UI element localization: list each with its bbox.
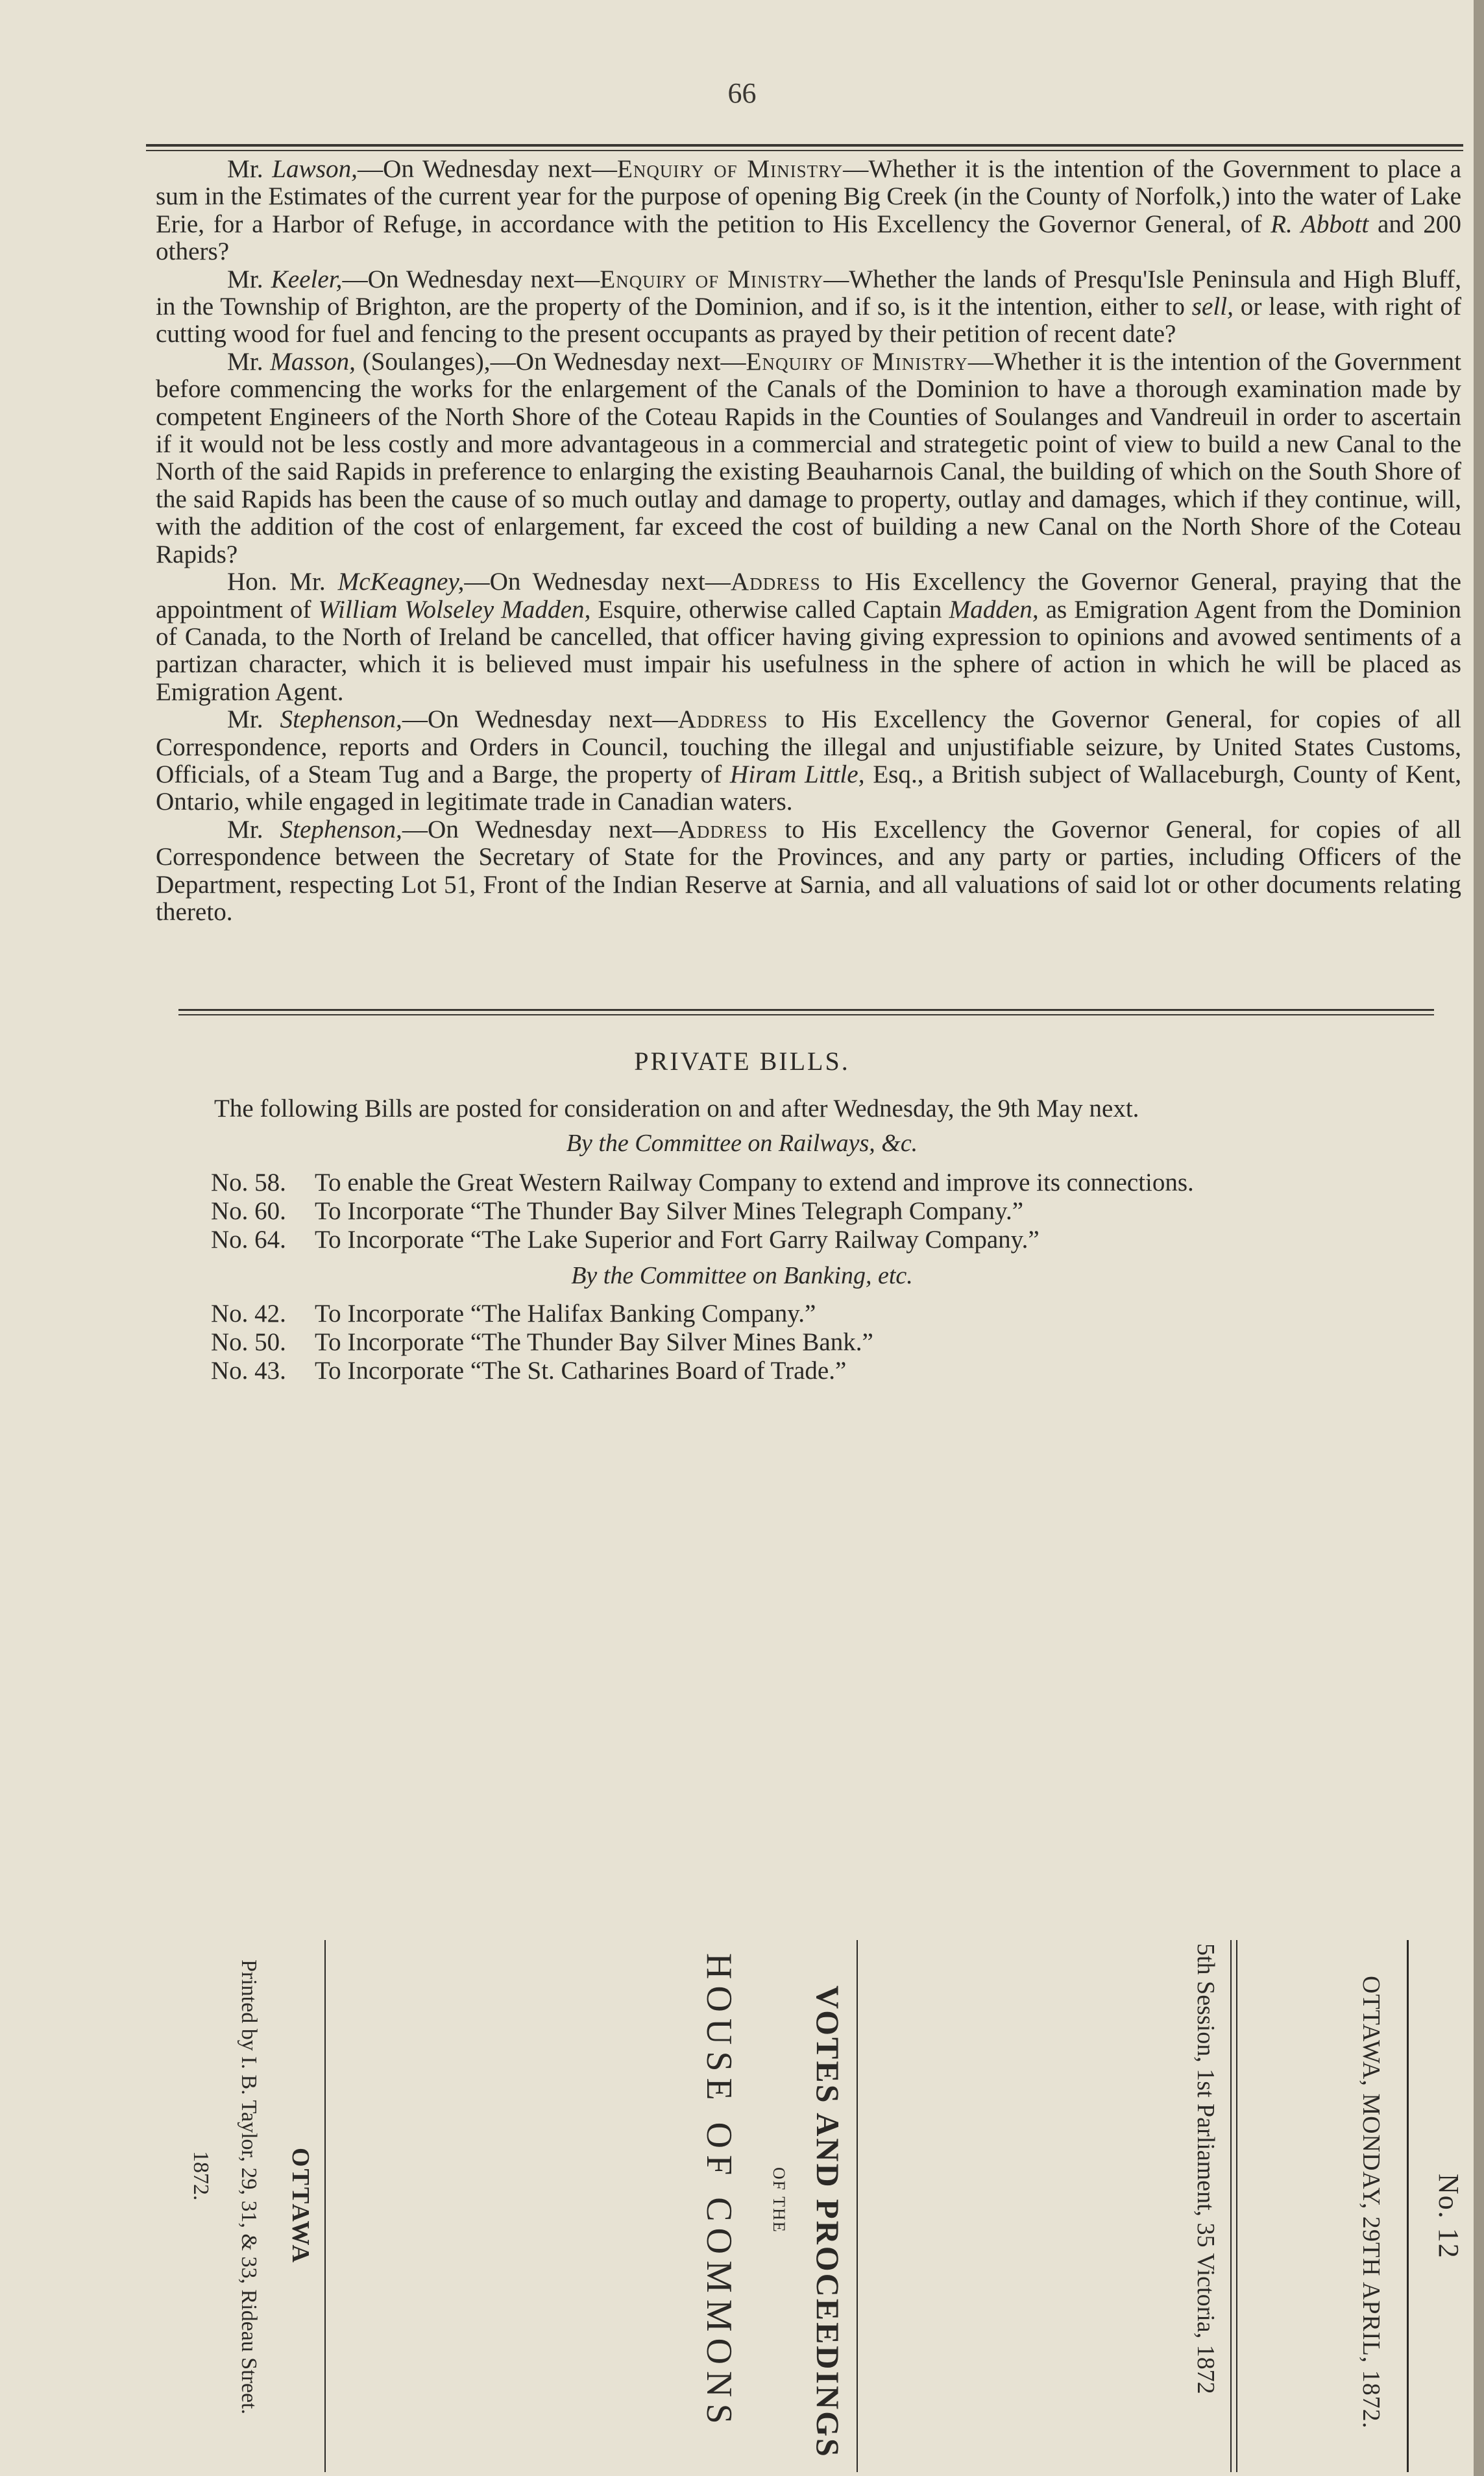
page-edge: [1474, 0, 1484, 2476]
bill-entry: No. 43. To Incorporate “The St. Catharines Board of Trade.”: [211, 1357, 847, 1385]
notices-of-motion: [156, 156, 1461, 926]
publication-title: VOTES AND PROCEEDINGS: [810, 1985, 846, 2458]
spine-rule: [324, 1940, 326, 2472]
house-of-commons-title: HOUSE OF COMMONS: [699, 1953, 739, 2431]
publication-of-the: OF THE: [770, 2167, 788, 2233]
bill-entry: No. 50. To Incorporate “The Thunder Bay Silver Mines Bank.”: [211, 1328, 873, 1356]
private-bills-intro: The following Bills are posted for consideration on and after Wednesday, the 9th May next.: [214, 1095, 1139, 1123]
section-rule: [178, 1009, 1434, 1015]
issue-date: OTTAWA, MONDAY, 29TH APRIL, 1872.: [1357, 1976, 1385, 2429]
bill-entry: No. 60. To Incorporate “The Thunder Bay Silver Mines Telegraph Company.”: [211, 1197, 1023, 1225]
issue-number: No. 12: [1433, 2174, 1465, 2259]
motion: Mr. Keeler,—On Wednesday next—Enquiry of Ministry—Whether the lands of Presqu'Isle Peninsula and High Bluff, in the Township of Brighton, are the property of the Dominion, and if so, is it the intention, either to sell, or lease, with right of cutting wood for fuel and fencing to the present occupants as prayed by their petition of recent date?: [156, 265, 1462, 348]
bill-entry: No. 42. To Incorporate “The Halifax Banking Company.”: [211, 1300, 816, 1328]
session-info: 5th Session, 1st Parliament, 35 Victoria, 1872: [1192, 1943, 1219, 2394]
spine-rule: [1407, 1940, 1409, 2472]
bill-entry: No. 58. To enable the Great Western Railway Company to extend and improve its connections.: [211, 1169, 1194, 1196]
top-rule: [146, 144, 1463, 151]
publication-year: 1872.: [189, 2151, 213, 2201]
motion: Mr. Stephenson,—On Wednesday next—Address to His Excellency the Governor General, for copies of all Correspondence, reports and Orders in Council, touching the illegal and unjustifiable seizure, by United States Customs, Officials, of a Steam Tug and a Barge, the property of Hiram Little, Esq., a British subject of Wallaceburgh, County of Kent, Ontario, while engaged in legitimate trade in Canadian waters.: [156, 705, 1462, 816]
spine-rule: [1230, 1940, 1232, 2472]
spine-rule: [857, 1940, 858, 2472]
motion: Mr. Stephenson,—On Wednesday next—Address to His Excellency the Governor General, for copies of all Correspondence between the Secretary of State for the Provinces, and any party or parties, including Officers of the Department, respecting Lot 51, Front of the Indian Reserve at Sarnia, and all valuations of said lot or other documents relating thereto.: [156, 815, 1462, 926]
private-bills-heading: PRIVATE BILLS.: [634, 1047, 850, 1076]
publication-place: OTTAWA: [287, 2148, 314, 2264]
spine-rule: [1236, 1940, 1237, 2472]
printer-line: Printed by I. B. Taylor, 29, 31, & 33, Rideau Street.: [237, 1960, 261, 2415]
motion: Mr. Masson, (Soulanges),—On Wednesday next—Enquiry of Ministry—Whether it is the intention of the Government before commencing the works for the enlargement of the Canals of the Dominion to have a thorough examination made by competent Engineers of the North Shore of the Coteau Rapids in the Counties of Soulanges and Vandreuil in order to ascertain if it would not be less costly and more advantageous in a commercial and strategetic point of view to build a new Canal to the North of the said Rapids in preference to enlarging the existing Beauharnois Canal, the building of which on the South Shore of the said Rapids has been the cause of so much outlay and damage to property, outlay and damages, which if they continue, will, with the addition of the cost of enlargement, far exceed the cost of building a new Canal on the North Shore of the Coteau Rapids?: [156, 347, 1462, 568]
committee-heading: By the Committee on Banking, etc.: [571, 1262, 913, 1289]
bill-entry: No. 64. To Incorporate “The Lake Superior and Fort Garry Railway Company.”: [211, 1226, 1040, 1254]
motion: Mr. Lawson,—On Wednesday next—Enquiry of Ministry—Whether it is the intention of the Government to place a sum in the Estimates of the current year for the purpose of opening Big Creek (in the County of Norfolk,) into the water of Lake Erie, for a Harbor of Refuge, in accordance with the petition to His Excellency the Governor General, of R. Abbott and 200 others?: [156, 155, 1461, 266]
motion: Hon. Mr. McKeagney,—On Wednesday next—Address to His Excellency the Governor General, praying that the appointment of William Wolseley Madden, Esquire, otherwise called Captain Madden, as Emigration Agent from the Dominion of Canada, to the North of Ireland be cancelled, that officer having giving expression to opinions and avowed sentiments of a partizan character, which it is believed must impair his usefulness in the sphere of action in which he will be placed as Emigration Agent.: [156, 568, 1462, 706]
page-number: 66: [727, 77, 757, 109]
committee-heading: By the Committee on Railways, &c.: [566, 1130, 918, 1157]
